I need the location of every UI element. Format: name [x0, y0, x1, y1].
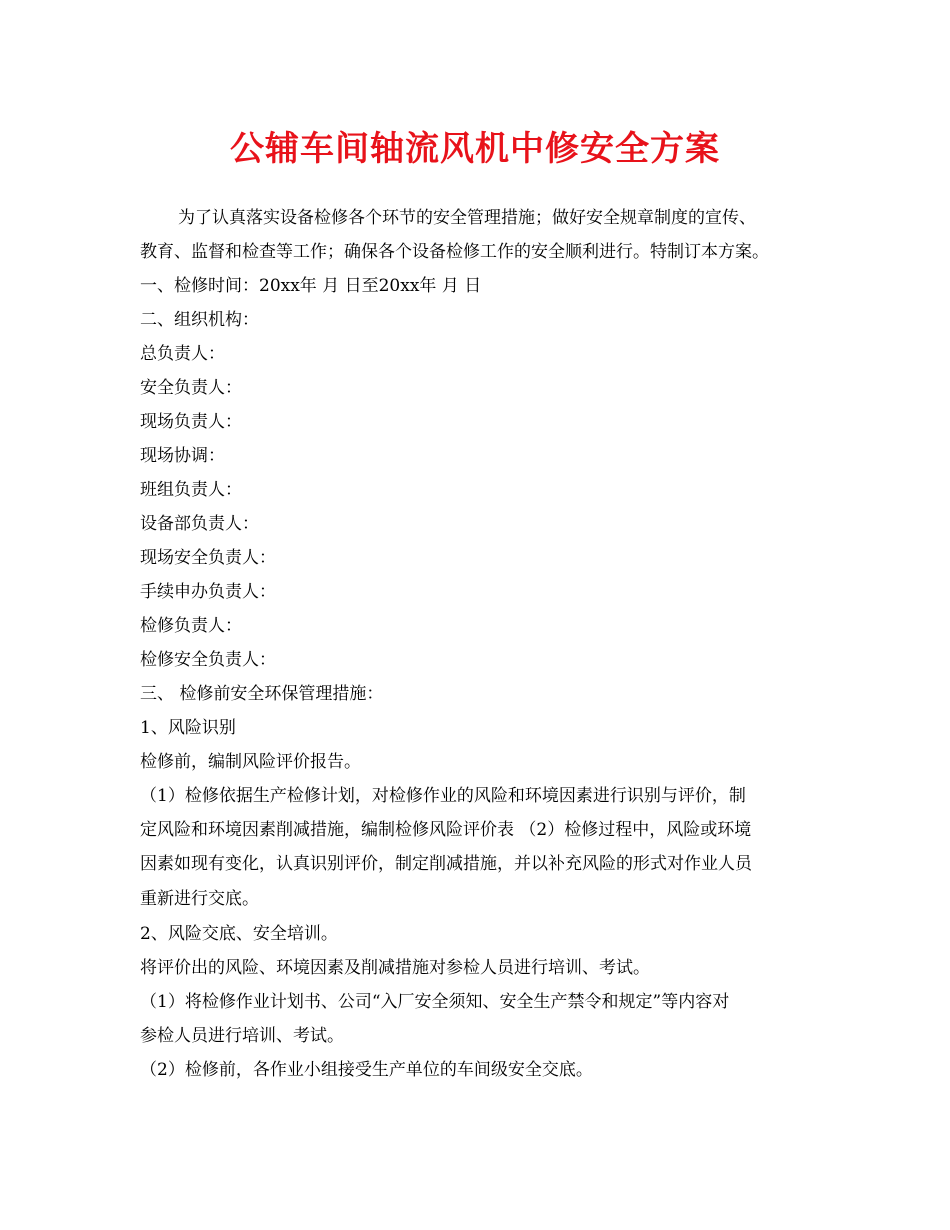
paragraph-intro-line-2: 教育、监督和检查等工作；确保各个设备检修工作的安全顺利进行。特制订本方案。: [140, 242, 769, 262]
field-site-coordinator: 现场协调：: [140, 446, 225, 466]
field-equipment-dept-manager: 设备部负责人：: [140, 514, 259, 534]
paragraph-training-item-2: （2）检修前，各作业小组接受生产单位的车间级安全交底。: [140, 1060, 593, 1080]
field-maintenance-safety-manager: 检修安全负责人：: [140, 650, 276, 670]
document-title: 公辅车间轴流风机中修安全方案: [230, 129, 720, 169]
field-maintenance-manager: 检修负责人：: [140, 616, 242, 636]
field-safety-manager: 安全负责人：: [140, 378, 242, 398]
paragraph-item-1-line-4: 重新进行交底。: [140, 889, 259, 909]
paragraph-intro-line-1: 为了认真落实设备检修各个环节的安全管理措施；做好安全规章制度的宣传、: [178, 208, 756, 228]
field-team-manager: 班组负责人：: [140, 480, 242, 500]
paragraph-risk-report: 检修前，编制风险评价报告。: [140, 752, 361, 772]
subsection-risk-identification: 1、风险识别: [140, 718, 236, 738]
subsection-risk-briefing-training: 2、风险交底、安全培训。: [140, 924, 338, 944]
paragraph-item-1-line-2: 定风险和环境因素削减措施，编制检修风险评价表 （2）检修过程中，风险或环境: [140, 820, 752, 840]
field-general-manager: 总负责人：: [140, 344, 225, 364]
section-pre-maintenance-measures: 三、 检修前安全环保管理措施：: [140, 684, 384, 704]
paragraph-item-1-line-3: 因素如现有变化，认真识别评价，制定削减措施，并以补充风险的形式对作业人员: [140, 854, 752, 874]
section-organization: 二、组织机构：: [140, 310, 259, 330]
paragraph-item-1-line-1: （1）检修依据生产检修计划，对检修作业的风险和环境因素进行识别与评价，制: [140, 786, 746, 806]
document-body: [140, 201, 825, 1087]
field-procedures-manager: 手续申办负责人：: [140, 582, 276, 602]
paragraph-training-item-1-line-1: （1）将检修作业计划书、公司“入厂安全须知、安全生产禁令和规定”等内容对: [140, 992, 730, 1012]
field-site-safety-manager: 现场安全负责人：: [140, 548, 276, 568]
section-inspection-time: 一、检修时间：20xx年 月 日至20xx年 月 日: [140, 276, 482, 296]
field-site-manager: 现场负责人：: [140, 412, 242, 432]
paragraph-training-item-1-line-2: 参检人员进行培训、考试。: [140, 1026, 344, 1046]
paragraph-training: 将评价出的风险、环境因素及削减措施对参检人员进行培训、考试。: [140, 958, 650, 978]
